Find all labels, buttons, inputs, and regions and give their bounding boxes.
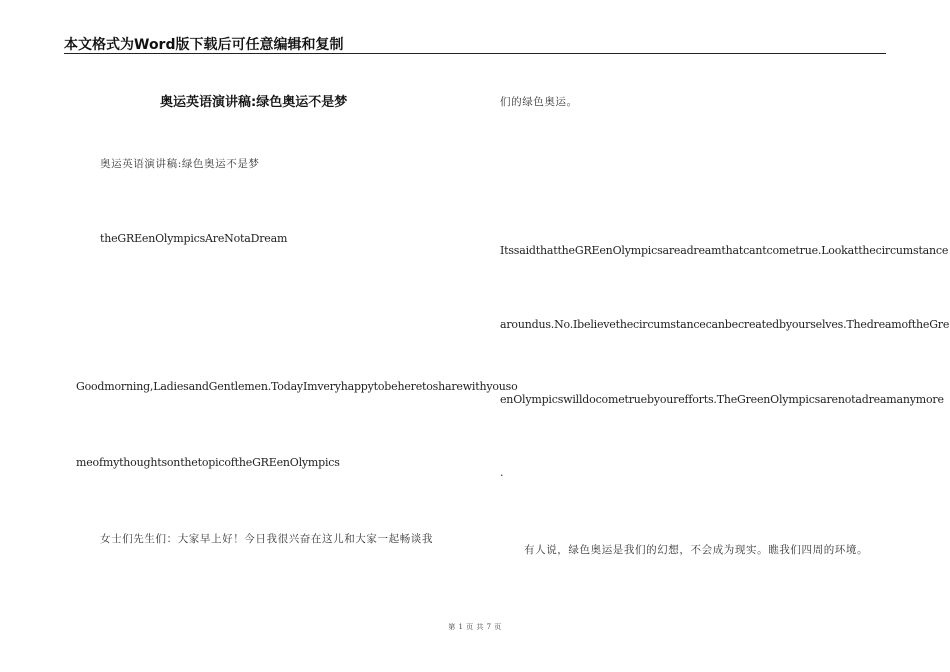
left-line-1: 奥运英语演讲稿:绿色奥运不是梦 (100, 158, 260, 170)
right-line-2: ItssaidthattheGREenOlympicsareadreamthatcantcometrue.Lookatthecircumstance (500, 244, 949, 257)
page-footer: 第 1 页 共 7 页 (448, 623, 502, 631)
right-line-1: 们的绿色奥运。 (500, 96, 578, 108)
right-line-3: aroundus.No.Ibelievethecircumstancecanbecreatedbyourselves.ThedreamoftheGre (500, 318, 950, 331)
left-line-4: meofmythoughtsonthetopicoftheGREenOlympics (76, 456, 340, 469)
left-line-3: Goodmorning,LadiesandGentlemen.TodayImveryhappytobeheretosharewithyouso (76, 380, 518, 393)
left-line-2: theGREenOlympicsAreNotaDream (100, 232, 288, 245)
right-line-5: . (500, 466, 504, 479)
page-header (64, 34, 886, 54)
header-text: 本文格式为Word版下载后可任意编辑和复制 (64, 37, 344, 53)
document-title: 奥运英语演讲稿:绿色奥运不是梦 (160, 95, 348, 110)
right-line-6: 有人说，绿色奥运是我们的幻想，不会成为现实。瞧我们四周的环境。 (524, 544, 869, 556)
left-line-5: 女士们先生们：大家早上好！今日我很兴奋在这儿和大家一起畅谈我 (100, 533, 433, 545)
right-line-4: enOlympicswilldocometruebyourefforts.TheGreenOlympicsarenotadreamanymore (500, 393, 944, 406)
